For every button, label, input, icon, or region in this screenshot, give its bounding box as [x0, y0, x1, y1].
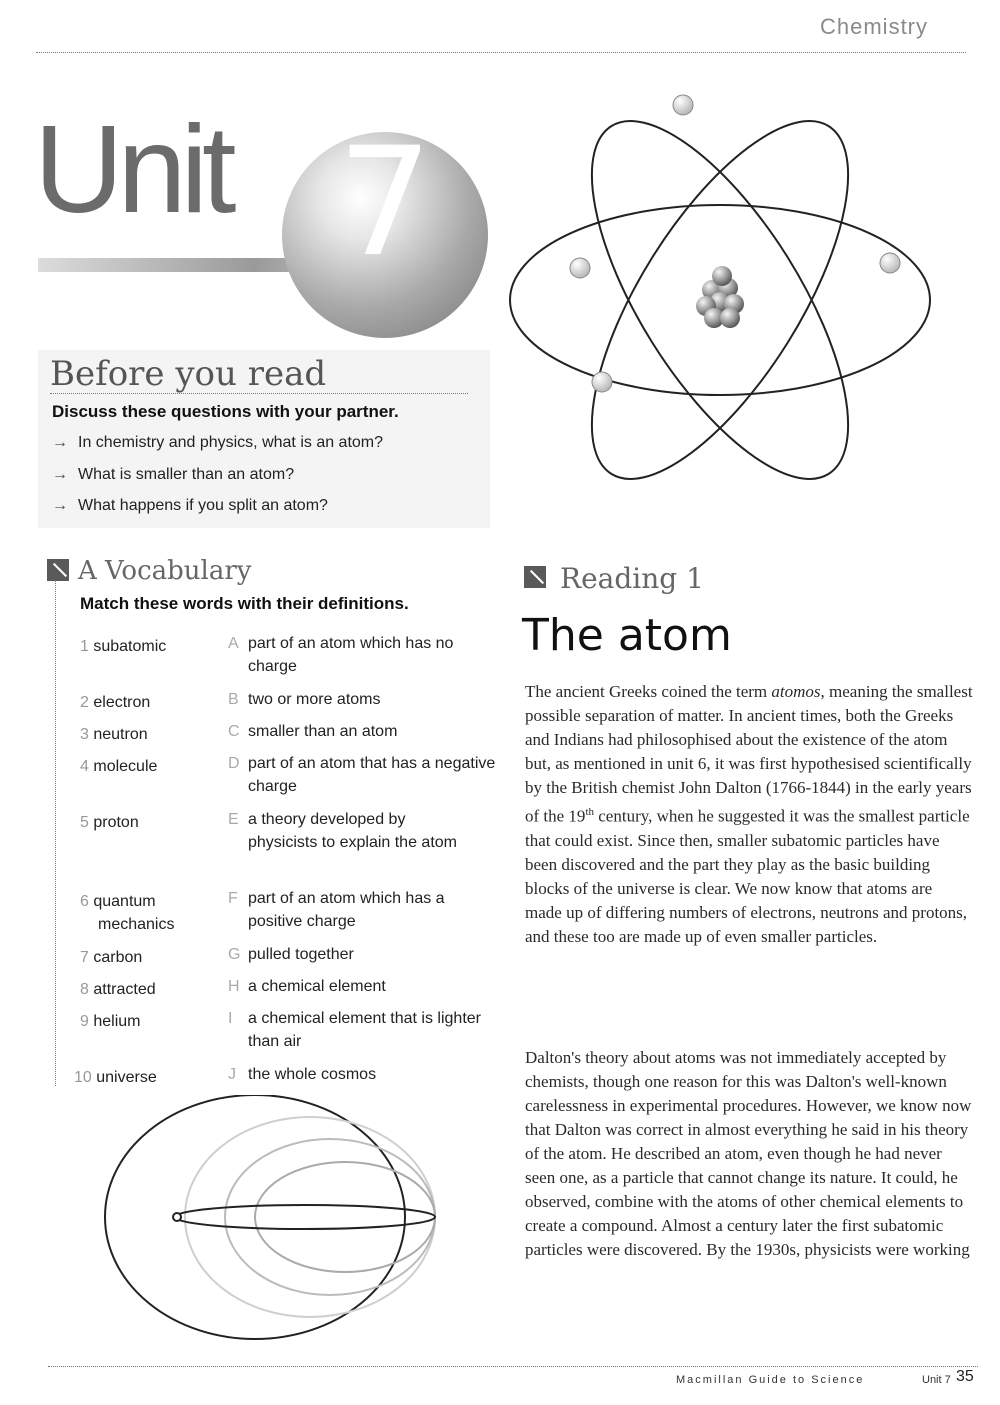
page-number: 35: [956, 1368, 974, 1385]
before-you-read-instruction: Discuss these questions with your partner.: [52, 402, 399, 421]
vocab-word: 1 subatomic: [80, 638, 167, 655]
vocabulary-rule: [55, 580, 56, 1086]
vocab-definition: B two or more atoms: [228, 691, 381, 708]
section-marker-icon: [524, 566, 546, 588]
electrons: [570, 95, 900, 392]
unit-word: Unit: [34, 101, 231, 239]
vocabulary-instruction: Match these words with their definitions.: [80, 594, 409, 613]
vocab-word: 7 carbon: [80, 949, 143, 966]
footer-book-title: Macmillan Guide to Science: [676, 1374, 865, 1386]
section-marker-icon: [47, 559, 69, 581]
before-you-read-rule: [50, 393, 468, 394]
subject-label: Chemistry: [820, 14, 929, 39]
vocab-word: 4 molecule: [80, 758, 158, 775]
question-item: → What happens if you split an atom?: [52, 497, 328, 514]
vocab-word: 3 neutron: [80, 726, 148, 743]
arrow-right-icon: →: [52, 466, 68, 483]
vocab-word: 8 attracted: [80, 981, 156, 998]
vocab-definition: I a chemical element that is lighter than air: [228, 1010, 481, 1050]
article-title: The atom: [522, 610, 732, 661]
nucleus: [696, 266, 744, 328]
footer-unit: Unit 7: [922, 1374, 951, 1386]
article-paragraph: Dalton's theory about atoms was not immediately accepted by chemists, though one reason for this was Dalton's well-known carelessness in experimental procedures. However, we know now that Dalton was correct in almost everything he said in his theory of the atom. He described an atom, even though he had never seen one, as a particle that cannot change its nature. It could, he observed, combine with the atoms of other chemical elements to create a compound. Almost a century later the first subatomic particles were discovered. By the 1930s, physicists were working: [525, 1048, 972, 1259]
question-item: → What is smaller than an atom?: [52, 466, 295, 483]
before-you-read-title: Before you read: [50, 354, 327, 394]
vocab-definition: J the whole cosmos: [228, 1066, 377, 1083]
vocab-definition: H a chemical element: [228, 978, 386, 995]
header-rule: [36, 52, 966, 53]
vocab-definition: C smaller than an atom: [228, 723, 398, 740]
vocabulary-title: A Vocabulary: [78, 556, 252, 586]
vocab-definition: A part of an atom which has no charge: [228, 635, 454, 675]
footer-rule: [48, 1366, 978, 1367]
question-item: → In chemistry and physics, what is an atom?: [52, 434, 384, 451]
vocab-word: 10 universe: [74, 1069, 157, 1086]
vocab-word: 6 quantum mechanics: [80, 893, 175, 933]
vocab-definition: D part of an atom that has a negative charge: [228, 755, 496, 795]
vocab-word: 9 helium: [80, 1013, 141, 1030]
vocab-definition: F part of an atom which has a positive charge: [228, 890, 445, 930]
arrow-right-icon: →: [52, 497, 68, 514]
vocab-definition: G pulled together: [228, 946, 354, 963]
article-paragraph: The ancient Greeks coined the term atomos, meaning the smallest possible separation of matter. In ancient times, both the Greeks and Indians had philosophised about the existence of the atom but, as mentioned in unit 6, it was first hypothesised scientifically by the British chemist John Dalton (1766-1844) in the early years of the 19th century, when he suggested it was the smallest particle that could exist. Since then, smaller subatomic particles have been discovered and the part they play as the basic building blocks of the universe is clear. We now know that atoms are made up of differing numbers of electrons, neutrons and protons, and these too are made up of even smaller particles.: [525, 682, 973, 946]
reading-title: Reading 1: [560, 562, 704, 595]
vocab-word: 5 proton: [80, 814, 139, 831]
atom-illustration: [500, 80, 940, 520]
vocab-definition: E a theory developed by physicists to explain the atom: [228, 811, 457, 851]
unit-number: 7: [337, 116, 433, 290]
arrow-right-icon: →: [52, 434, 68, 451]
orbit-diagram: [95, 1095, 515, 1355]
focus-point: [173, 1213, 181, 1221]
vocab-word: 2 electron: [80, 694, 151, 711]
